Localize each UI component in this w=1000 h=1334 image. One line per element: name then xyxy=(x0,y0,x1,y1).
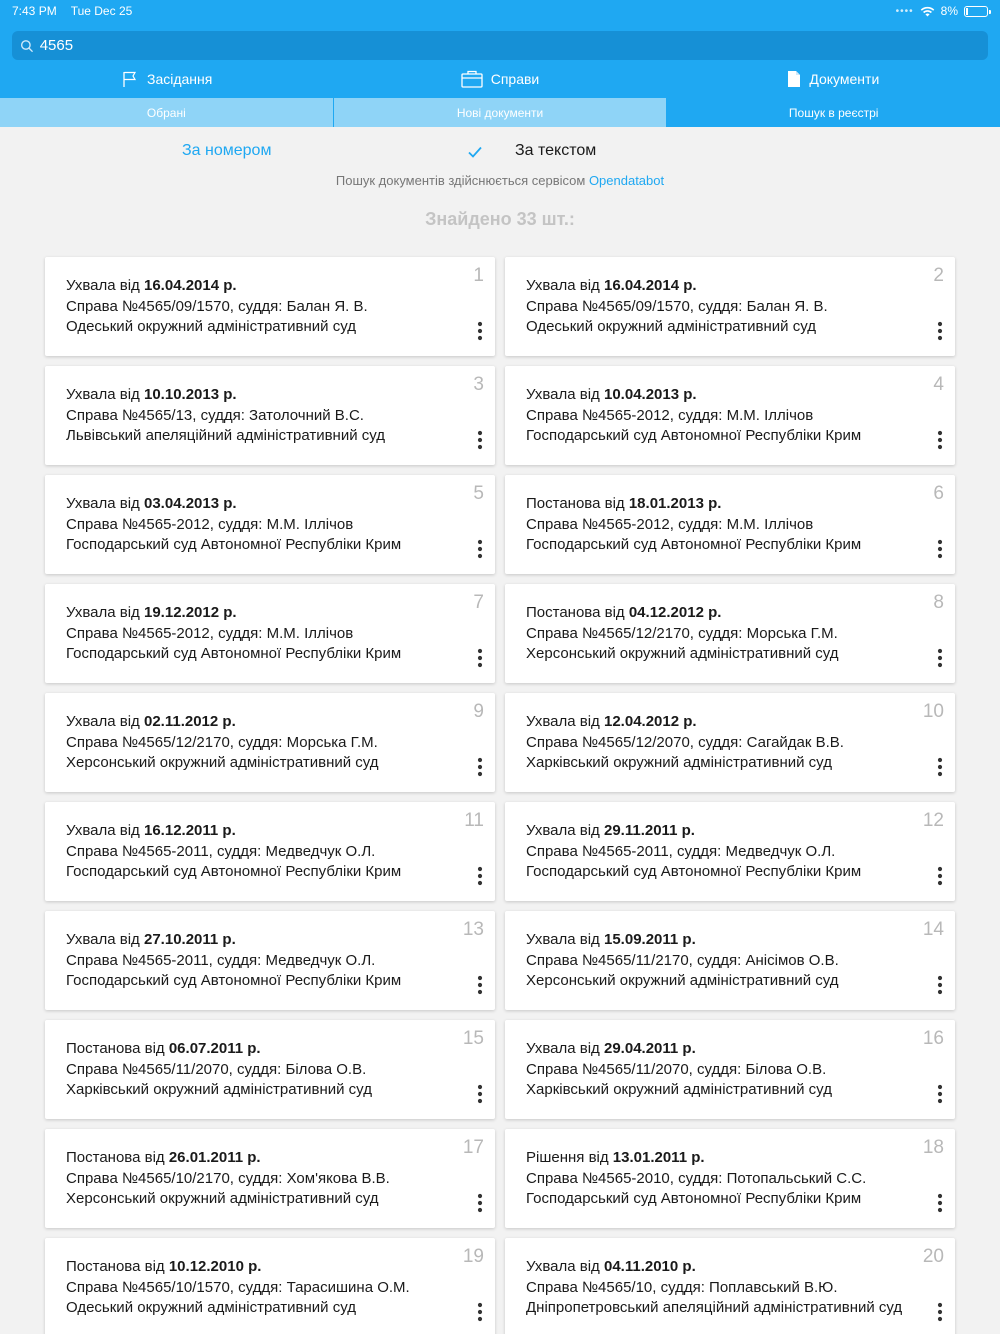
mode-by-number[interactable]: За номером xyxy=(182,142,272,159)
result-card[interactable] xyxy=(45,1020,495,1119)
result-card[interactable] xyxy=(45,802,495,901)
more-vertical-icon[interactable] xyxy=(937,1084,943,1104)
result-case: Справа №4565-2011, суддя: Медведчук О.Л. xyxy=(66,842,376,860)
result-court: Господарський суд Автономної Республіки Крим xyxy=(526,536,862,553)
result-card[interactable] xyxy=(45,1129,495,1228)
result-type: Ухвала від xyxy=(526,1040,600,1057)
more-vertical-icon[interactable] xyxy=(937,430,943,450)
more-vertical-icon[interactable] xyxy=(477,430,483,450)
result-title xyxy=(526,821,935,842)
result-court: Харківський окружний адміністративний суд xyxy=(526,754,832,771)
search-bar[interactable] xyxy=(12,31,988,60)
notice-text: Пошук документів здійснюється сервісом xyxy=(335,173,586,188)
segment-control xyxy=(0,97,1000,127)
result-type: Ухвала від xyxy=(66,495,140,512)
result-title xyxy=(526,930,935,951)
document-icon xyxy=(787,70,801,88)
result-court: Господарський суд Автономної Республіки Крим xyxy=(66,863,402,880)
result-title xyxy=(526,494,935,515)
result-date: 06.07.2011 р. xyxy=(168,1040,261,1057)
result-number: 13 xyxy=(462,919,484,940)
result-type: Ухвала від xyxy=(66,277,140,294)
result-card[interactable] xyxy=(45,475,495,574)
segment-favorites[interactable]: Обрані xyxy=(0,98,334,127)
result-card[interactable] xyxy=(505,366,955,465)
main-nav xyxy=(0,64,1000,94)
segment-registry-search[interactable]: Пошук в реєстрі xyxy=(667,98,1000,127)
result-title xyxy=(526,1257,935,1278)
more-vertical-icon[interactable] xyxy=(937,757,943,777)
result-type: Постанова від xyxy=(526,604,625,621)
result-case: Справа №4565-2012, суддя: М.М. Іллічов xyxy=(526,406,814,424)
result-type: Постанова від xyxy=(66,1149,165,1166)
result-card[interactable] xyxy=(505,911,955,1010)
status-date: Tue Dec 25 xyxy=(70,4,133,18)
result-date: 15.09.2011 р. xyxy=(604,931,696,948)
search-mode-selector xyxy=(0,129,1000,177)
briefcase-icon xyxy=(461,70,483,88)
result-case: Справа №4565-2012, суддя: М.М. Іллічов xyxy=(66,624,354,642)
more-vertical-icon[interactable] xyxy=(477,321,483,341)
more-vertical-icon[interactable] xyxy=(937,975,943,995)
result-date: 27.10.2011 р. xyxy=(144,931,236,948)
result-number: 5 xyxy=(473,483,484,504)
result-type: Ухвала від xyxy=(66,604,140,621)
result-type: Ухвала від xyxy=(66,822,140,839)
result-type: Постанова від xyxy=(526,495,625,512)
result-date: 29.04.2011 р. xyxy=(604,1040,696,1057)
tab-cases-label: Справи xyxy=(490,71,540,87)
result-date: 10.04.2013 р. xyxy=(604,386,697,403)
result-number: 10 xyxy=(922,701,944,722)
result-card[interactable] xyxy=(505,802,955,901)
result-date: 18.01.2013 р. xyxy=(628,495,722,512)
result-court: Господарський суд Автономної Республіки Крим xyxy=(526,427,862,444)
result-court: Херсонський окружний адміністративний суд xyxy=(526,645,839,662)
result-title xyxy=(526,712,935,733)
result-court: Одеський окружний адміністративний суд xyxy=(66,318,356,335)
result-court: Господарський суд Автономної Республіки Крим xyxy=(526,863,862,880)
more-vertical-icon[interactable] xyxy=(477,866,483,886)
battery-percent: 8% xyxy=(940,4,958,18)
result-card[interactable] xyxy=(505,1238,955,1334)
result-type: Ухвала від xyxy=(66,931,140,948)
result-date: 19.12.2012 р. xyxy=(144,604,237,621)
result-court: Харківський окружний адміністративний суд xyxy=(66,1081,372,1098)
result-court: Господарський суд Автономної Республіки Крим xyxy=(66,972,402,989)
result-case: Справа №4565-2012, суддя: М.М. Іллічов xyxy=(526,515,814,533)
result-date: 29.11.2011 р. xyxy=(604,822,695,839)
result-number: 8 xyxy=(933,592,944,613)
result-type: Ухвала від xyxy=(526,822,600,839)
result-court: Господарський суд Автономної Республіки Крим xyxy=(66,536,402,553)
result-court: Херсонський окружний адміністративний суд xyxy=(66,1190,379,1207)
result-type: Рішення від xyxy=(526,1149,609,1166)
result-title xyxy=(66,494,475,515)
result-case: Справа №4565/10, суддя: Поплавський В.Ю. xyxy=(526,1278,838,1296)
status-bar xyxy=(0,0,1000,22)
checkmark-icon xyxy=(467,145,483,159)
result-title xyxy=(66,276,475,297)
result-date: 04.11.2010 р. xyxy=(604,1258,696,1275)
segment-new-documents[interactable]: Нові документи xyxy=(334,98,668,127)
more-vertical-icon[interactable] xyxy=(937,866,943,886)
result-type: Постанова від xyxy=(66,1258,165,1275)
result-court: Одеський окружний адміністративний суд xyxy=(66,1299,356,1316)
result-number: 2 xyxy=(933,265,944,286)
mode-by-text[interactable]: За текстом xyxy=(515,142,597,159)
more-vertical-icon[interactable] xyxy=(937,648,943,668)
result-type: Ухвала від xyxy=(66,713,140,730)
result-card[interactable] xyxy=(45,693,495,792)
more-vertical-icon[interactable] xyxy=(477,975,483,995)
result-card[interactable] xyxy=(505,1129,955,1228)
result-type: Ухвала від xyxy=(66,386,140,403)
result-card[interactable] xyxy=(505,475,955,574)
more-vertical-icon[interactable] xyxy=(937,321,943,341)
result-card[interactable] xyxy=(45,911,495,1010)
result-title xyxy=(66,1257,475,1278)
result-title xyxy=(526,1148,935,1169)
result-card[interactable] xyxy=(45,1238,495,1334)
result-number: 9 xyxy=(473,701,484,722)
result-case: Справа №4565-2011, суддя: Медведчук О.Л. xyxy=(526,842,836,860)
result-date: 16.04.2014 р. xyxy=(604,277,697,294)
result-number: 16 xyxy=(922,1028,944,1049)
status-time: 7:43 PM xyxy=(12,4,57,18)
result-number: 7 xyxy=(473,592,484,613)
result-number: 1 xyxy=(473,265,484,286)
result-card[interactable] xyxy=(505,693,955,792)
results-grid xyxy=(45,257,955,1334)
result-case: Справа №4565/10/2170, суддя: Хом'якова В.В. xyxy=(66,1169,390,1187)
result-number: 15 xyxy=(462,1028,484,1049)
result-date: 12.04.2012 р. xyxy=(604,713,697,730)
result-court: Господарський суд Автономної Республіки Крим xyxy=(66,645,402,662)
result-date: 16.04.2014 р. xyxy=(144,277,237,294)
result-title xyxy=(66,385,475,406)
result-court: Дніпропетровський апеляційний адміністративний суд xyxy=(526,1299,903,1316)
result-card[interactable] xyxy=(45,366,495,465)
result-case: Справа №4565/11/2070, суддя: Білова О.В. xyxy=(66,1060,367,1078)
more-vertical-icon[interactable] xyxy=(477,757,483,777)
result-card[interactable] xyxy=(505,257,955,356)
top-bar xyxy=(0,0,1000,127)
result-title xyxy=(66,1148,475,1169)
result-number: 18 xyxy=(922,1137,944,1158)
more-vertical-icon[interactable] xyxy=(477,1193,483,1213)
result-case: Справа №4565/11/2170, суддя: Анісімов О.В. xyxy=(526,951,839,969)
result-date: 13.01.2011 р. xyxy=(612,1149,705,1166)
result-case: Справа №4565/12/2070, суддя: Сагайдак В.В. xyxy=(526,733,844,751)
result-title xyxy=(526,385,935,406)
tab-sessions[interactable] xyxy=(0,64,333,94)
wifi-icon xyxy=(920,6,935,17)
more-vertical-icon[interactable] xyxy=(937,539,943,559)
result-type: Постанова від xyxy=(66,1040,165,1057)
result-court: Львівський апеляційний адміністративний суд xyxy=(66,427,386,444)
result-date: 10.10.2013 р. xyxy=(144,386,237,403)
result-type: Ухвала від xyxy=(526,931,600,948)
result-number: 4 xyxy=(933,374,944,395)
result-number: 14 xyxy=(922,919,944,940)
more-vertical-icon[interactable] xyxy=(477,1084,483,1104)
result-date: 10.12.2010 р. xyxy=(168,1258,262,1275)
flag-icon xyxy=(121,70,139,88)
result-date: 16.12.2011 р. xyxy=(144,822,236,839)
result-court: Харківський окружний адміністративний суд xyxy=(526,1081,832,1098)
tab-cases[interactable] xyxy=(333,64,666,94)
result-type: Ухвала від xyxy=(526,386,600,403)
result-title xyxy=(66,603,475,624)
result-number: 11 xyxy=(464,810,484,831)
more-vertical-icon[interactable] xyxy=(477,1302,483,1322)
result-date: 04.12.2012 р. xyxy=(628,604,722,621)
result-title xyxy=(526,276,935,297)
result-date: 03.04.2013 р. xyxy=(144,495,237,512)
result-case: Справа №4565-2011, суддя: Медведчук О.Л. xyxy=(66,951,376,969)
more-vertical-icon[interactable] xyxy=(477,648,483,668)
result-case: Справа №4565/12/2170, суддя: Морська Г.М. xyxy=(526,624,838,642)
result-type: Ухвала від xyxy=(526,277,600,294)
result-case: Справа №4565/09/1570, суддя: Балан Я. В. xyxy=(66,297,368,315)
result-date: 26.01.2011 р. xyxy=(168,1149,261,1166)
battery-icon xyxy=(964,6,988,17)
result-case: Справа №4565/12/2170, суддя: Морська Г.М. xyxy=(66,733,378,751)
opendatabot-link[interactable]: Opendatabot xyxy=(588,173,665,188)
result-court: Господарський суд Автономної Республіки Крим xyxy=(526,1190,862,1207)
result-number: 17 xyxy=(462,1137,484,1158)
result-title xyxy=(526,603,935,624)
result-type: Ухвала від xyxy=(526,1258,600,1275)
search-icon xyxy=(20,39,34,53)
result-number: 3 xyxy=(473,374,484,395)
result-case: Справа №4565/11/2070, суддя: Білова О.В. xyxy=(526,1060,827,1078)
tab-documents-label: Документи xyxy=(809,71,880,87)
result-card[interactable] xyxy=(45,584,495,683)
result-number: 20 xyxy=(922,1246,944,1267)
result-court: Одеський окружний адміністративний суд xyxy=(526,318,816,335)
result-title xyxy=(66,930,475,951)
result-type: Ухвала від xyxy=(526,713,600,730)
result-title xyxy=(66,712,475,733)
tab-documents[interactable] xyxy=(667,64,1000,94)
signal-dots-icon: •••• xyxy=(895,5,914,17)
result-title xyxy=(526,1039,935,1060)
more-vertical-icon[interactable] xyxy=(937,1193,943,1213)
result-court: Херсонський окружний адміністративний суд xyxy=(66,754,379,771)
result-title xyxy=(66,1039,475,1060)
result-court: Херсонський окружний адміністративний суд xyxy=(526,972,839,989)
more-vertical-icon[interactable] xyxy=(937,1302,943,1322)
result-case: Справа №4565/13, суддя: Затолочний В.С. xyxy=(66,406,364,424)
results-count: Знайдено 33 шт.: xyxy=(425,209,575,229)
result-number: 6 xyxy=(933,483,944,504)
result-case: Справа №4565-2010, суддя: Потопальський С.С. xyxy=(526,1169,867,1187)
result-date: 02.11.2012 р. xyxy=(144,713,236,730)
result-number: 12 xyxy=(922,810,944,831)
result-case: Справа №4565-2012, суддя: М.М. Іллічов xyxy=(66,515,354,533)
result-number: 19 xyxy=(462,1246,484,1267)
result-case: Справа №4565/10/1570, суддя: Тарасишина О.М. xyxy=(66,1278,410,1296)
more-vertical-icon[interactable] xyxy=(477,539,483,559)
result-card[interactable] xyxy=(505,584,955,683)
result-title xyxy=(66,821,475,842)
result-card[interactable] xyxy=(45,257,495,356)
search-input[interactable] xyxy=(40,37,988,54)
tab-sessions-label: Засідання xyxy=(146,71,213,87)
result-case: Справа №4565/09/1570, суддя: Балан Я. В. xyxy=(526,297,828,315)
result-card[interactable] xyxy=(505,1020,955,1119)
